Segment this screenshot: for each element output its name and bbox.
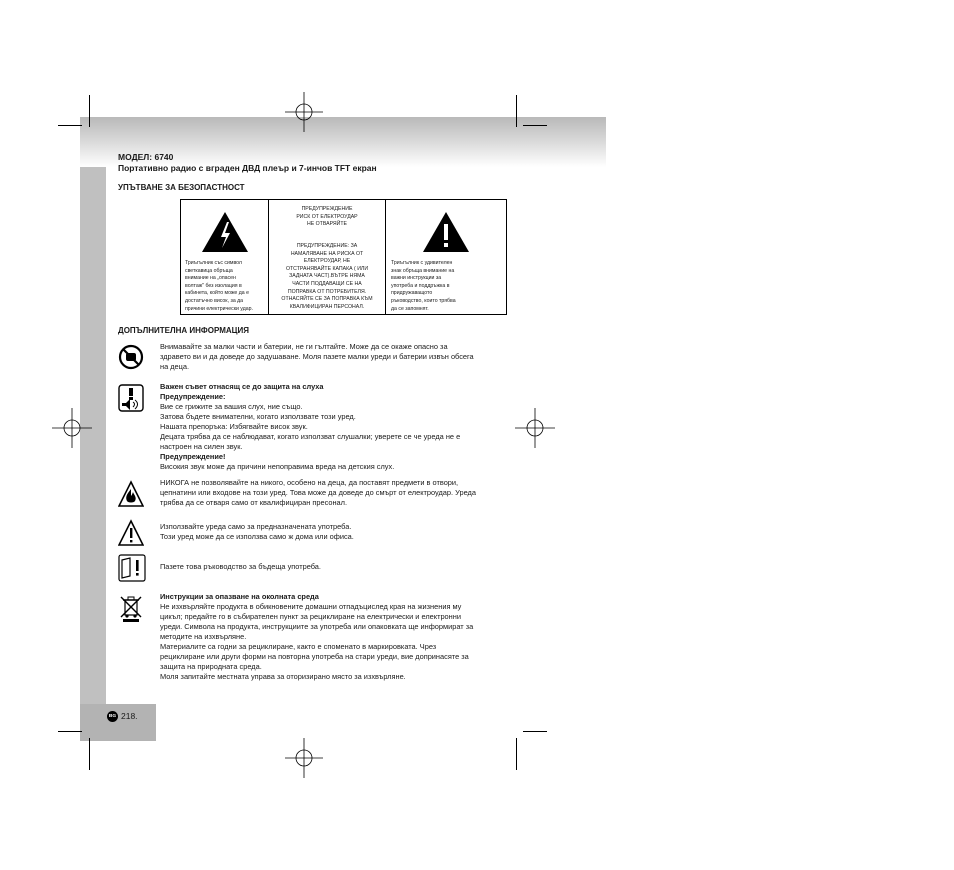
registration-mark-bottom <box>285 738 323 778</box>
page-number: 218. <box>121 711 138 721</box>
shock-warning-cell <box>269 200 386 314</box>
registration-mark-right <box>515 408 555 448</box>
safety-warning-table <box>180 199 507 315</box>
small-parts-text: Внимавайте за малки части и батерии, не ги гълтайте. Може да се окаже опасно за здравето ви и да доведе до задушаване. Моля пазете малки уреди и батерии извън обсега на деца. <box>160 342 474 371</box>
manual-book-icon <box>118 554 146 582</box>
exclamation-warning-icon <box>421 210 471 254</box>
registration-mark-top <box>285 92 323 132</box>
exclamation-caption: Триъгълник с удивителен знак обръща внимание на важни инструкции за употреба и поддръжка в придружаващото ръководство, които трябва да се запомнят. <box>391 260 456 312</box>
lightning-caption: Триъгълник със символ светкавица обръща внимание на „опасен волтаж" без изолация в кабинета, който може да е достатъчно висок, за да причини електрически удар. <box>185 260 253 312</box>
model-title: МОДЕЛ: 6740 <box>118 152 174 162</box>
shock-warning-title: ПРЕДУПРЕЖДЕНИЕ РИСК ОТ ЕЛЕКТРОУДАР НЕ ОТВАРЯЙТЕ <box>296 206 358 228</box>
no-small-parts-icon <box>118 343 144 371</box>
never-insert-text: НИКОГА не позволявайте на никого, особено на деца, да поставят предмети в отвори, цепнатини или входове на този уред. Това може да доведе до смърт от електроудар. Уреда трябва да се отваря само от квалифициран пресонал. <box>160 478 476 507</box>
caution-icon <box>118 519 144 547</box>
lightning-cell <box>181 200 269 314</box>
safety-heading: УПЪТВАНЕ ЗА БЕЗОПАСТНОСТ <box>118 183 245 192</box>
registration-mark-left <box>52 408 92 448</box>
page-number-box <box>80 704 156 741</box>
info-heading: ДОПЪЛНИТЕЛНА ИНФОРМАЦИЯ <box>118 326 249 335</box>
lightning-warning-icon <box>200 210 250 254</box>
shock-warning-text: ПРЕДУПРЕЖДЕНИЕ: ЗА НАМАЛЯВАНЕ НА РИСКА ОТ ЕЛЕКТРОУДАР, НЕ ОТСТРАНЯВАЙТЕ КАПАКА ( ИЛИ ЗАДНАТА ЧАСТ).ВЪТРЕ НЯМА ЧАСТИ ПОДДАВАЩИ СЕ НА ПОПРАВКА ОТ ПОТРЕБИТЕЛЯ. ОТНАСЯЙТЕ СЕ ЗА ПОПРАВКА КЪМ КВАЛИФИЦИРАН ПЕРСОНАЛ. <box>281 243 373 310</box>
product-subtitle: Портативно радио с вграден ДВД плеър и 7-инчов TFT екран <box>118 163 377 173</box>
intended-use-text: Използвайте уреда само за предназначената употреба. Този уред може да се използва само ж дома или офиса. <box>160 522 354 541</box>
weee-bin-icon <box>118 595 144 623</box>
hearing-protection-text: Важен съвет отнасящ се до защита на слуха Предупреждение: Вие се грижите за вашия слух, ние също. Затова бъдете внимателни, когато използвате този уред. Нашата препоръка: Избягвайте висок звук. Децата трябва да се наблюдават, когато използват слушалки; уверете се че уреда не е настроен на силен звук. Предупреждение! Високия звук може да причини непоправима вреда на детския слух. <box>160 382 461 471</box>
language-badge: BG <box>107 711 118 722</box>
exclamation-cell <box>386 200 506 314</box>
hearing-warning-icon <box>118 384 144 412</box>
fire-hazard-icon <box>118 480 144 508</box>
environment-text: Инструкции за опазване на околната среда Не изхвърляйте продукта в обикновените домашни отпадъцислед края на жизнения му цикъл; предайте го в събирателен пункт за рециклиране на електрически и електронни уреди. Символа на продукта, инструкциите за употреба или опаковката ще информират за методите на изхвърляне. Материалите са годни за рециклиране, както е споменато в маркировката. Чрез рециклиране или други форми на повторна употреба на стари уреди, вие допринасяте за защита на природната среда. Моля запитайте местната управа за оторизирано място за изхвърляне. <box>160 592 474 681</box>
keep-manual-text: Пазете това ръководство за бъдеща употреба. <box>160 562 321 571</box>
